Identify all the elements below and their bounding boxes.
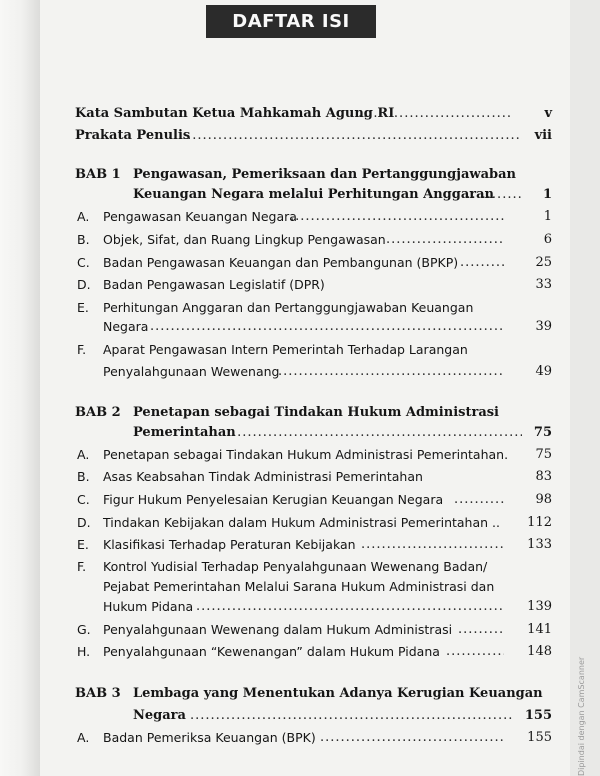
item-title: Asas Keabsahan Tindak Administrasi Pemerintahan xyxy=(103,469,423,484)
item-letter: F. xyxy=(77,559,87,574)
dot-leader xyxy=(278,362,504,382)
scanner-watermark: Dipindai dengan CamScanner xyxy=(577,656,586,776)
item-title: Pengawasan Keuangan Negara xyxy=(103,209,297,224)
chapter-label: BAB 2 xyxy=(75,405,121,420)
item-letter: C. xyxy=(77,255,90,270)
dot-leader xyxy=(458,620,504,640)
toc-page-number: 6 xyxy=(543,232,552,247)
toc-page-number: 75 xyxy=(535,447,552,462)
dot-leader xyxy=(190,706,512,726)
chapter-label: BAB 3 xyxy=(75,686,121,701)
dot-leader xyxy=(196,597,504,617)
toc-page-number: 1 xyxy=(543,209,552,224)
toc-page-number: 39 xyxy=(535,319,552,334)
item-letter: B. xyxy=(77,232,90,247)
toc-page-number: 112 xyxy=(527,515,552,530)
item-title: Penyalahgunaan Wewenang dalam Hukum Administrasi xyxy=(103,622,453,637)
toc-title: Prakata Penulis xyxy=(75,128,191,143)
item-letter: A. xyxy=(77,730,90,745)
chapter-title: Lembaga yang Menentukan Adanya Kerugian Keuangan xyxy=(133,686,543,701)
item-title: Penetapan sebagai Tindakan Hukum Administrasi Pemerintahan. xyxy=(103,447,509,462)
dot-leader xyxy=(460,253,504,273)
item-title: Badan Pengawasan Legislatif (DPR) xyxy=(103,277,325,292)
item-title: Badan Pengawasan Keuangan dan Pembangunan (BPKP) xyxy=(103,255,459,270)
item-letter: H. xyxy=(77,644,91,659)
chapter-title: Keuangan Negara melalui Perhitungan Anggaran xyxy=(133,187,495,202)
item-title: Klasifikasi Terhadap Peraturan Kebijakan xyxy=(103,537,356,552)
item-title: Penyalahgunaan Wewenang xyxy=(103,364,280,379)
toc-page-number: 49 xyxy=(535,364,552,379)
dot-leader xyxy=(290,207,504,227)
item-letter: C. xyxy=(77,492,90,507)
item-title: Perhitungan Anggaran dan Pertanggungjawaban Keuangan xyxy=(103,300,474,315)
dot-leader xyxy=(446,642,504,662)
dot-leader xyxy=(454,490,504,510)
chapter-title: Negara xyxy=(133,708,186,723)
item-title: Kontrol Yudisial Terhadap Penyalahgunaan Wewenang Badan/ xyxy=(103,559,488,574)
toc-page-number: 75 xyxy=(533,425,552,440)
toc-page-number: 139 xyxy=(527,599,552,614)
toc-page-number: vii xyxy=(534,128,552,143)
dot-leader xyxy=(232,423,522,443)
dot-leader xyxy=(358,104,512,124)
chapter-label: BAB 1 xyxy=(75,167,121,182)
page-title: DAFTAR ISI xyxy=(206,5,376,38)
toc-page-number: 148 xyxy=(527,644,552,659)
toc-title: Kata Sambutan Ketua Mahkamah Agung RI xyxy=(75,106,395,121)
item-title: Objek, Sifat, dan Ruang Lingkup Pengawasan xyxy=(103,232,386,247)
item-title: Tindakan Kebijakan dalam Hukum Administrasi Pemerintahan .. xyxy=(103,515,500,530)
toc-page-number: 155 xyxy=(524,708,552,723)
item-letter: B. xyxy=(77,469,90,484)
dot-leader xyxy=(320,728,504,748)
item-title: Badan Pemeriksa Keuangan (BPK) xyxy=(103,730,316,745)
page-gutter xyxy=(0,0,40,776)
toc-page-number: 25 xyxy=(535,255,552,270)
chapter-title: Pemerintahan xyxy=(133,425,236,440)
chapter-title: Penetapan sebagai Tindakan Hukum Administrasi xyxy=(133,405,499,420)
item-title: Pejabat Pemerintahan Melalui Sarana Hukum Administrasi dan xyxy=(103,579,495,594)
item-letter: F. xyxy=(77,342,87,357)
item-letter: A. xyxy=(77,209,90,224)
toc-page-number: 83 xyxy=(535,469,552,484)
toc-page-number: 155 xyxy=(527,730,552,745)
dot-leader xyxy=(361,535,504,555)
item-title: Hukum Pidana xyxy=(103,599,194,614)
item-title: Penyalahgunaan “Kewenangan” dalam Hukum Pidana xyxy=(103,644,440,659)
item-letter: D. xyxy=(77,515,91,530)
item-letter: A. xyxy=(77,447,90,462)
toc-page-number: 98 xyxy=(535,492,552,507)
item-title: Aparat Pengawasan Intern Pemerintah Terhadap Larangan xyxy=(103,342,468,357)
dot-leader xyxy=(150,317,504,337)
chapter-title: Pengawasan, Pemeriksaan dan Pertanggungjawaban xyxy=(133,167,516,182)
item-letter: D. xyxy=(77,277,91,292)
toc-page-number: 133 xyxy=(527,537,552,552)
toc-page-number: 141 xyxy=(527,622,552,637)
item-title: Negara xyxy=(103,319,149,334)
item-letter: E. xyxy=(77,537,89,552)
item-title: Figur Hukum Penyelesaian Kerugian Keuangan Negara xyxy=(103,492,444,507)
toc-page-number: v xyxy=(544,106,552,121)
toc-page-number: 33 xyxy=(535,277,552,292)
dot-leader xyxy=(386,230,504,250)
item-letter: G. xyxy=(77,622,91,637)
toc-page-number: 1 xyxy=(542,187,552,202)
item-letter: E. xyxy=(77,300,89,315)
dot-leader xyxy=(182,126,522,146)
